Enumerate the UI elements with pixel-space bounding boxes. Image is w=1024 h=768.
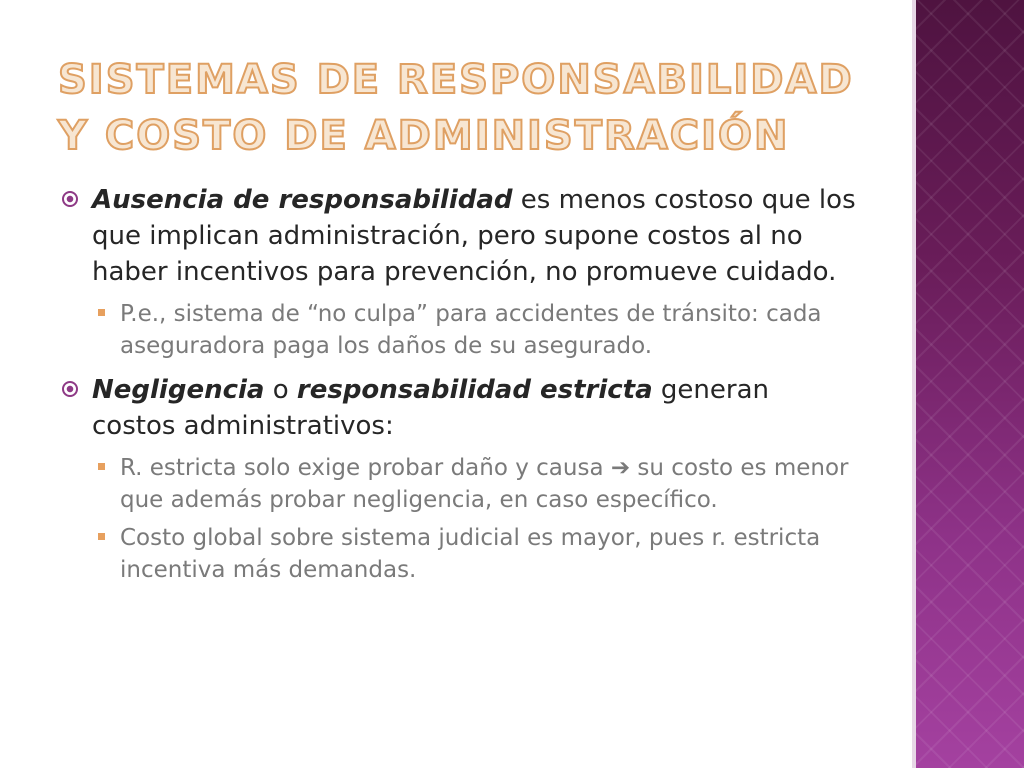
bullet-negligencia xyxy=(58,372,858,586)
circle-bullet-icon xyxy=(62,381,78,397)
circle-bullet-icon xyxy=(62,191,78,207)
bullet-body: o xyxy=(264,375,297,405)
sub-bullet-list xyxy=(92,298,858,362)
emphasis-text: responsabilidad estricta xyxy=(296,375,653,405)
emphasis-text: Negligencia xyxy=(92,375,265,405)
bullet-body: es menos costoso que los que implican administración, pero supone costos al no haber incentivos para prevención, no promueve cuidado. xyxy=(92,185,856,287)
sub-bullet-text: P.e., sistema de “no culpa” para accidentes de tránsito: cada aseguradora paga los daños de su asegurado. xyxy=(120,301,822,359)
square-bullet-icon xyxy=(98,309,105,316)
sub-bullet-list xyxy=(92,452,858,586)
sub-bullet xyxy=(92,452,858,516)
slide-content xyxy=(58,182,858,592)
bullet-ausencia xyxy=(58,182,858,362)
bullet-text xyxy=(92,182,858,290)
sidebar-edge xyxy=(912,0,916,768)
sub-bullet-text: Costo global sobre sistema judicial es mayor, pues r. estricta incentiva más demandas. xyxy=(120,525,821,583)
emphasis-text: Ausencia de responsabilidad xyxy=(92,185,513,215)
decorative-sidebar xyxy=(912,0,1024,768)
square-bullet-icon xyxy=(98,533,105,540)
sub-bullet xyxy=(92,522,858,586)
sub-bullet xyxy=(92,298,858,362)
bullet-text xyxy=(92,372,858,444)
slide-title: SISTEMAS DE RESPONSABILIDAD Y COSTO DE ADMINISTRACIÓN xyxy=(58,57,854,159)
bullet-body: generan costos administrativos: xyxy=(92,375,769,441)
square-bullet-icon xyxy=(98,463,105,470)
sub-bullet-text: R. estricta solo exige probar daño y causa ➔ su costo es menor que además probar negligencia, en caso específico. xyxy=(120,455,849,513)
